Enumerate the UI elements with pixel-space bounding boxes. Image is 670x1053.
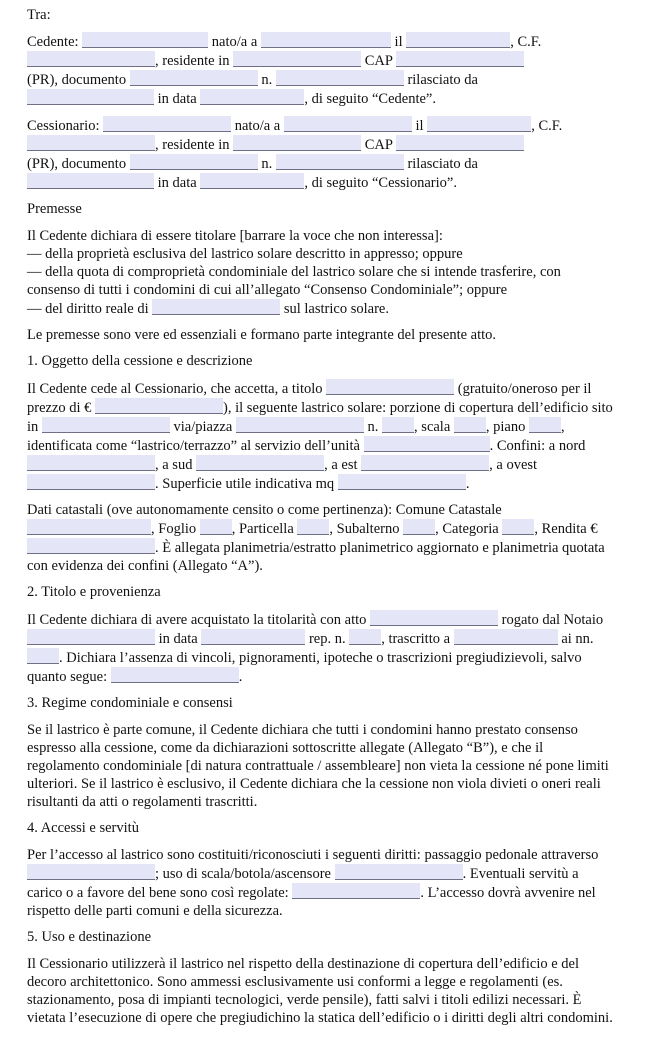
premesse-option-3: — del diritto reale di sul lastrico solare. <box>27 301 389 317</box>
cessionario-issuer-field[interactable] <box>27 173 154 189</box>
section-2-paragraph: Il Cedente dichiara di avere acquistato la titolarità con atto rogato dal Notaio in data rep. n. , trascritto a ai nn. . Dichiara l’assenza di vincoli, pignoramenti, ipoteche o trascrizioni pregiudizievoli, salvo quanto segue: . <box>27 612 604 685</box>
cessionario-document-field[interactable] <box>130 154 258 170</box>
parties-intro: Tra: <box>27 7 51 23</box>
via-piazza-field[interactable] <box>236 417 364 433</box>
scala-field[interactable] <box>454 417 486 433</box>
cedente-line-1: Cedente: nato/a a il , C.F. <box>27 34 542 50</box>
particella-field[interactable] <box>297 519 329 535</box>
section-4-paragraph: Per l’accesso al lastrico sono costituiti/riconosciuti i seguenti diritti: passaggio pedonale attraverso ; uso di scala/botola/ascensore . Eventuali servitù a carico o a favore del bene sono così regolate: . L’accesso dovrà avvenire nel rispetto delle parti comuni e della sicurezza. <box>27 847 599 919</box>
servitu-field[interactable] <box>292 883 420 899</box>
premesse-block <box>27 227 617 318</box>
superficie-field[interactable] <box>338 474 466 490</box>
cessionario-line-4: in data , di seguito “Cessionario”. <box>27 173 617 192</box>
section-1-paragraph-1: Il Cedente cede al Cessionario, che accetta, a titolo (gratuito/oneroso per il prezzo di € ), il seguente lastrico solare: porzione di copertura dell’edificio sito in via/piazza n. , scala , piano , identificata come “lastrico/terrazzo” al servizio dell’unità . Confini: a nord , a sud , a est , a ovest . Superficie utile indicativa mq . <box>27 381 613 492</box>
comune-catastale-field[interactable] <box>27 519 151 535</box>
prezzo-field[interactable] <box>95 398 223 414</box>
cedente-cf-field[interactable] <box>27 51 155 67</box>
cessionario-line-2: , residente in CAP <box>27 135 617 154</box>
cedente-line-3: (PR), documento n. rilasciato da <box>27 72 478 88</box>
cessionario-cap-field[interactable] <box>396 135 524 151</box>
cedente-residence-field[interactable] <box>233 51 361 67</box>
cedente-issuer-field[interactable] <box>27 89 154 105</box>
cedente-birthdate-field[interactable] <box>406 32 510 48</box>
cedente-document-field[interactable] <box>130 70 258 86</box>
contract-document <box>27 6 617 1035</box>
cessionario-cf-field[interactable] <box>27 135 155 151</box>
cedente-birthplace-field[interactable] <box>261 32 391 48</box>
scala-botola-field[interactable] <box>335 864 463 880</box>
confine-nord-field[interactable] <box>27 455 155 471</box>
categoria-field[interactable] <box>502 519 534 535</box>
unita-field[interactable] <box>364 436 490 452</box>
cessionario-line-1: Cessionario: nato/a a il , C.F. <box>27 118 563 134</box>
cedente-block <box>27 32 617 108</box>
section-3-title: 3. Regime condominiale e consensi <box>27 695 233 711</box>
cedente-line-2: , residente in CAP <box>27 51 617 70</box>
numeri-trascrizione-field[interactable] <box>27 648 59 664</box>
premesse-title: Premesse <box>27 201 82 217</box>
section-1-paragraph-2: Dati catastali (ove autonomamente censito o come pertinenza): Comune Catastale , Foglio , Particella , Subalterno , Categoria , Rendita € . È allegata planimetria/estratto planimetrico aggiornato e planimetria quotata con evidenza dei confini (Allegato “A”). <box>27 502 605 574</box>
vincoli-field[interactable] <box>111 667 239 683</box>
notaio-field[interactable] <box>27 629 155 645</box>
atto-field[interactable] <box>370 610 498 626</box>
rendita-field[interactable] <box>27 538 155 554</box>
section-4-title: 4. Accessi e servitù <box>27 820 139 836</box>
data-atto-field[interactable] <box>201 629 305 645</box>
section-5-paragraph: Il Cessionario utilizzerà il lastrico nel rispetto della destinazione di copertura dell’edificio e del decoro architettonico. Sono ammessi esclusivamente usi conformi a legge e regolamenti (es. stazionamento, posa di impianti tecnologici, verde pensile), fatti salvi i titoli edilizi necessari. È vietata l’esecuzione di opere che pregiudichino la statica dell’edificio o i diritti degli altri condomini. <box>27 956 613 1026</box>
confine-sud-field[interactable] <box>196 455 324 471</box>
section-3-paragraph: Se il lastrico è parte comune, il Cedente dichiara che tutti i condomini hanno prestato consenso espresso alla cessione, come da dichiarazioni sottoscritte allegate (Allegato “B”), e che il regolamento condominiale [di natura contrattuale / assembleare] non vieta la cessione né pone limiti ulteriori. Se il lastrico è esclusivo, il Cedente dichiara che la cessione non viola divieti o oneri reali risultanti da atti o regolamenti trascritti. <box>27 722 609 810</box>
section-5-title: 5. Uso e destinazione <box>27 929 152 945</box>
cessionario-residence-field[interactable] <box>233 135 361 151</box>
cessionario-name-field[interactable] <box>103 116 231 132</box>
cedente-line-4: in data , di seguito “Cedente”. <box>27 89 617 108</box>
premesse-option-1: — della proprietà esclusiva del lastrico solare descritto in appresso; oppure <box>27 246 463 262</box>
cedente-name-field[interactable] <box>82 32 208 48</box>
section-1-title: 1. Oggetto della cessione e descrizione <box>27 353 253 369</box>
cessionario-issue-date-field[interactable] <box>200 173 304 189</box>
trascrizione-luogo-field[interactable] <box>454 629 558 645</box>
passaggio-pedonale-field[interactable] <box>27 864 155 880</box>
premesse-closing: Le premesse sono vere ed essenziali e formano parte integrante del presente atto. <box>27 327 497 343</box>
civico-field[interactable] <box>382 417 414 433</box>
cedente-issue-date-field[interactable] <box>200 89 304 105</box>
premesse-line-1: Il Cedente dichiara di essere titolare [barrare la voce che non interessa]: <box>27 228 443 244</box>
cedente-document-number-field[interactable] <box>276 70 404 86</box>
diritto-reale-field[interactable] <box>152 299 280 315</box>
cessionario-document-number-field[interactable] <box>276 154 404 170</box>
comune-edificio-field[interactable] <box>42 417 170 433</box>
repertorio-field[interactable] <box>349 629 381 645</box>
subalterno-field[interactable] <box>403 519 435 535</box>
cessionario-line-3: (PR), documento n. rilasciato da <box>27 156 478 172</box>
section-2-title: 2. Titolo e provenienza <box>27 584 161 600</box>
premesse-option-2: — della quota di comproprietà condominiale del lastrico solare che si intende trasferire, con consenso di tutti i condomini di cui all’allegato “Consenso Condominiale”; oppure <box>27 264 561 298</box>
cessionario-birthplace-field[interactable] <box>284 116 412 132</box>
cessionario-block <box>27 116 617 192</box>
piano-field[interactable] <box>529 417 561 433</box>
cedente-cap-field[interactable] <box>396 51 524 67</box>
titolo-field[interactable] <box>326 379 454 395</box>
confine-est-field[interactable] <box>361 455 489 471</box>
foglio-field[interactable] <box>200 519 232 535</box>
cessionario-birthdate-field[interactable] <box>427 116 531 132</box>
confine-ovest-field[interactable] <box>27 474 155 490</box>
